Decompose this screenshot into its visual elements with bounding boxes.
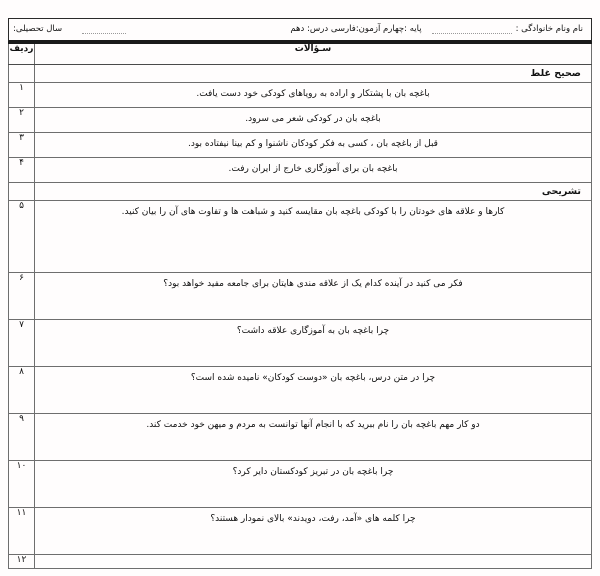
question-text-2[interactable]: باغچه بان در کودکی شعر می سرود. — [35, 107, 592, 132]
row-number-1: ۱ — [9, 82, 35, 107]
question-text-11[interactable]: چرا کلمه های «آمد، رفت، دویدند» بالای نمودار هستند؟ — [35, 507, 592, 554]
row-number-11: ۱۱ — [9, 507, 35, 554]
row-number-5: ۵ — [9, 200, 35, 272]
row-number-8: ۸ — [9, 366, 35, 413]
table-row — [9, 366, 592, 413]
question-text-10[interactable]: چرا باغچه بان در تبریز کودکستان دایر کرد؟ — [35, 460, 592, 507]
table-row — [9, 157, 592, 182]
table-row — [9, 319, 592, 366]
row-number-6: ۶ — [9, 272, 35, 319]
question-text-1[interactable]: باغچه بان با پشتکار و اراده به رویاهای کودکی خود دست یافت. — [35, 82, 592, 107]
section-rownum-blank — [9, 64, 35, 82]
exam-info-label: پایه :چهارم آزمون:فارسی درس: دهم — [290, 24, 422, 35]
table-body — [9, 64, 592, 568]
row-number-2: ۲ — [9, 107, 35, 132]
question-text-3[interactable]: قبل از باغچه بان ، کسی به فکر کودکان ناشنوا و کم بینا نیفتاده بود. — [35, 132, 592, 157]
questions-table — [8, 42, 592, 569]
table-header — [9, 43, 592, 64]
table-row — [9, 200, 592, 272]
question-text-6[interactable]: فکر می کنید در آینده کدام یک از علاقه مندی هایتان برای جامعه مفید خواهد بود؟ — [35, 272, 592, 319]
table-row — [9, 107, 592, 132]
column-header-questions: سـؤالات — [35, 43, 592, 64]
table-row — [9, 132, 592, 157]
academic-year-label: سال تحصیلی: — [13, 24, 63, 35]
row-number-12: ۱۲ — [9, 554, 35, 568]
row-number-3: ۳ — [9, 132, 35, 157]
question-text-9[interactable]: دو کار مهم باغچه بان را نام ببرید که با انجام آنها توانست به مردم و میهن خود خدمت کند. — [35, 413, 592, 460]
student-name-blank[interactable] — [432, 32, 512, 34]
row-number-4: ۴ — [9, 157, 35, 182]
table-row-partial — [9, 554, 592, 568]
row-number-9: ۹ — [9, 413, 35, 460]
table-row — [9, 82, 592, 107]
table-header-row — [9, 43, 592, 64]
table-row — [9, 272, 592, 319]
student-name-label: نام ونام خانوادگی : — [515, 24, 583, 35]
section-header-row-descriptive — [9, 182, 592, 200]
table-row — [9, 413, 592, 460]
exam-header — [8, 18, 592, 42]
table-row — [9, 507, 592, 554]
question-text-12[interactable] — [35, 554, 592, 568]
question-text-4[interactable]: باغچه بان برای آموزگاری خارج از ایران رفت. — [35, 157, 592, 182]
row-number-10: ۱۰ — [9, 460, 35, 507]
section-title-descriptive: تشریحی — [35, 182, 592, 200]
question-text-8[interactable]: چرا در متن درس، باغچه بان «دوست کودکان» نامیده شده است؟ — [35, 366, 592, 413]
column-header-row: ردیف — [9, 43, 35, 64]
row-number-7: ۷ — [9, 319, 35, 366]
section-rownum-blank — [9, 182, 35, 200]
question-text-5[interactable]: کارها و علاقه های خودتان را با کودکی باغچه بان مقایسه کنید و شباهت ها و تفاوت های آن را بیان کنید. — [35, 200, 592, 272]
section-header-row-true-false — [9, 64, 592, 82]
academic-year-blank[interactable] — [82, 32, 126, 34]
section-title-true-false: صحیح غلط — [35, 64, 592, 82]
table-row — [9, 460, 592, 507]
question-text-7[interactable]: چرا باغچه بان به آموزگاری علاقه داشت؟ — [35, 319, 592, 366]
